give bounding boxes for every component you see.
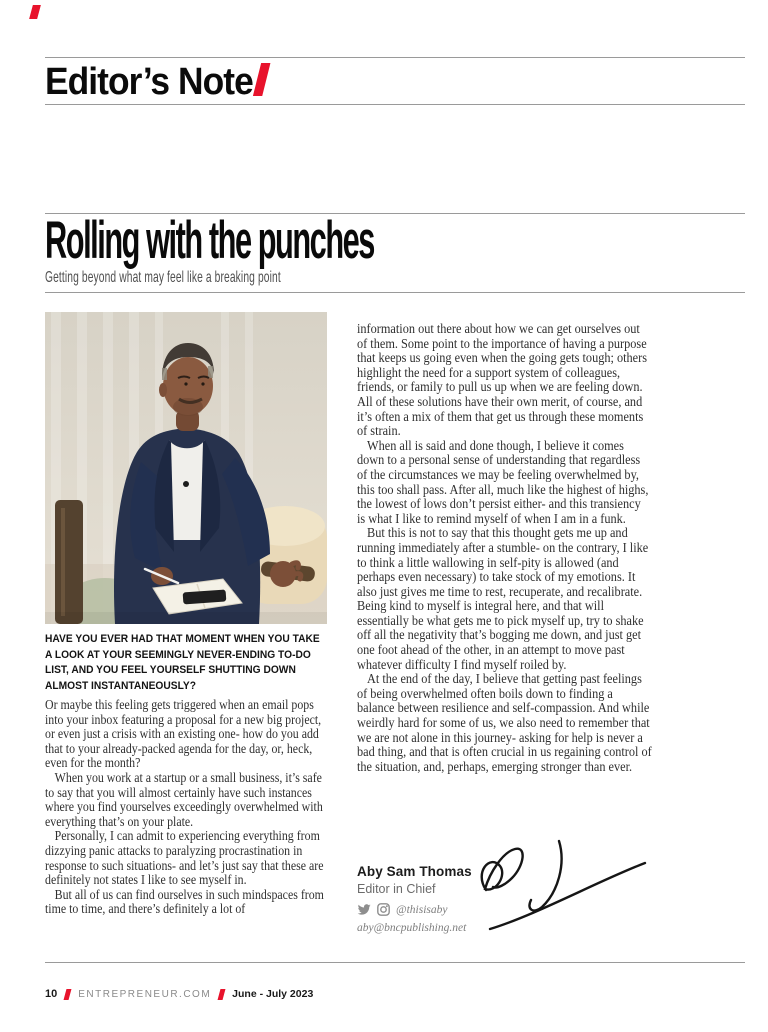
section-title xyxy=(45,60,267,104)
author-social-handle: @thisisaby xyxy=(396,903,448,916)
paragraph: information out there about how we can get ourselves out of them. Some point to the importance of having a purpose that keeps us going even when the going gets tough; others highlight the need for a support system of colleagues, friends, or family to pull us up when we are feeling down. All of these solutions have their own merit, of course, and it’s often a mix of them that get us through these moments of strain. xyxy=(357,321,648,439)
article-title: Rolling with the punches xyxy=(45,211,374,270)
footer xyxy=(45,988,313,1000)
header-rule-top xyxy=(45,57,745,58)
author-role: Editor in Chief xyxy=(357,882,436,896)
header-rule-bottom xyxy=(45,104,745,105)
paragraph: At the end of the day, I believe that getting past feelings of being overwhelmed often boils down to finding a balance between resilience and self-compassion. And while weirdly hard for some of us, we also need to remember that we are not alone in this journey- asking for help is never a bad thing, and that is often crucial in us regaining control of the situation, and, perhaps, emerging stronger than ever. xyxy=(357,671,652,774)
editor-photo xyxy=(45,312,327,624)
body-column-left xyxy=(45,698,330,917)
paragraph: Or maybe this feeling gets triggered when an email pops into your inbox featuring a proposal for a new big project, or even just a crisis with an existing one- how do you add that to your already-packed agenda for the day, or, heck, even for the month? xyxy=(45,697,322,771)
footer-page-number: 10 xyxy=(45,988,58,1000)
title-rule-bottom xyxy=(45,292,745,293)
article-intro-deck: HAVE YOU EVER HAD THAT MOMENT WHEN YOU TAKE A LOOK AT YOUR SEEMINGLY NEVER-ENDING TO-DO LIST, AND YOU FEEL YOURSELF SHUTTING DOWN ALMOST INSTANTANEOUSLY? xyxy=(45,633,320,692)
red-slash-icon xyxy=(64,989,72,1000)
instagram-icon xyxy=(377,903,390,916)
paragraph: But all of us can find ourselves in such mindspaces from time to time, and there’s definitely a lot of xyxy=(45,886,324,917)
author-email: aby@bncpublishing.net xyxy=(357,922,467,934)
body-column-right xyxy=(357,322,652,774)
paragraph: When all is said and done though, I believe it comes down to a personal sense of understanding that regardless of the circumstances we may be feeling overwhelmed by, this too shall pass. After all, much like the highest of highs, the lowest of lows don’t persist either- and this transiency is what I like to remind myself of when I am in a funk. xyxy=(357,437,649,526)
red-slash-icon xyxy=(253,63,271,96)
editor-signature xyxy=(462,838,652,938)
author-block xyxy=(357,864,472,934)
footer-issue-date: June - July 2023 xyxy=(232,988,314,1000)
paragraph: Personally, I can admit to experiencing everything from dizzying panic attacks to paralyzing procrastination in response to such situations- and let’s just say that these are definitely not states I like to see myself in. xyxy=(45,828,324,888)
article-subtitle: Getting beyond what may feel like a breaking point xyxy=(45,269,281,286)
author-name: Aby Sam Thomas xyxy=(357,864,472,879)
paragraph: But this is not to say that this thought gets me up and running immediately after a stumble- on the contrary, I like to think a little wallowing in self-pity is allowed (and perhaps even necessary) to take stock of my emotions. It also just gives me time to rest, recuperate, and recalibrate. Being kind to myself is integral here, and that will essentially be what gets me to pick myself up, try to shake off all the negativity that’s bogging me down, and just get one foot ahead of the other, in an attempt to move past whatever difficulty I find myself roiled by. xyxy=(357,525,649,672)
footer-rule xyxy=(45,962,745,963)
corner-slash-mark xyxy=(29,5,41,19)
red-slash-icon xyxy=(218,989,226,1000)
paragraph: When you work at a startup or a small business, it’s safe to say that you will almost certainly have such instances where you find yourselves exceedingly overwhelmed with everything that’s on your plate. xyxy=(45,769,323,829)
footer-site: ENTREPRENEUR.COM xyxy=(78,988,212,1000)
section-title-text: Editor’s Note xyxy=(45,61,253,103)
twitter-icon xyxy=(357,904,371,916)
